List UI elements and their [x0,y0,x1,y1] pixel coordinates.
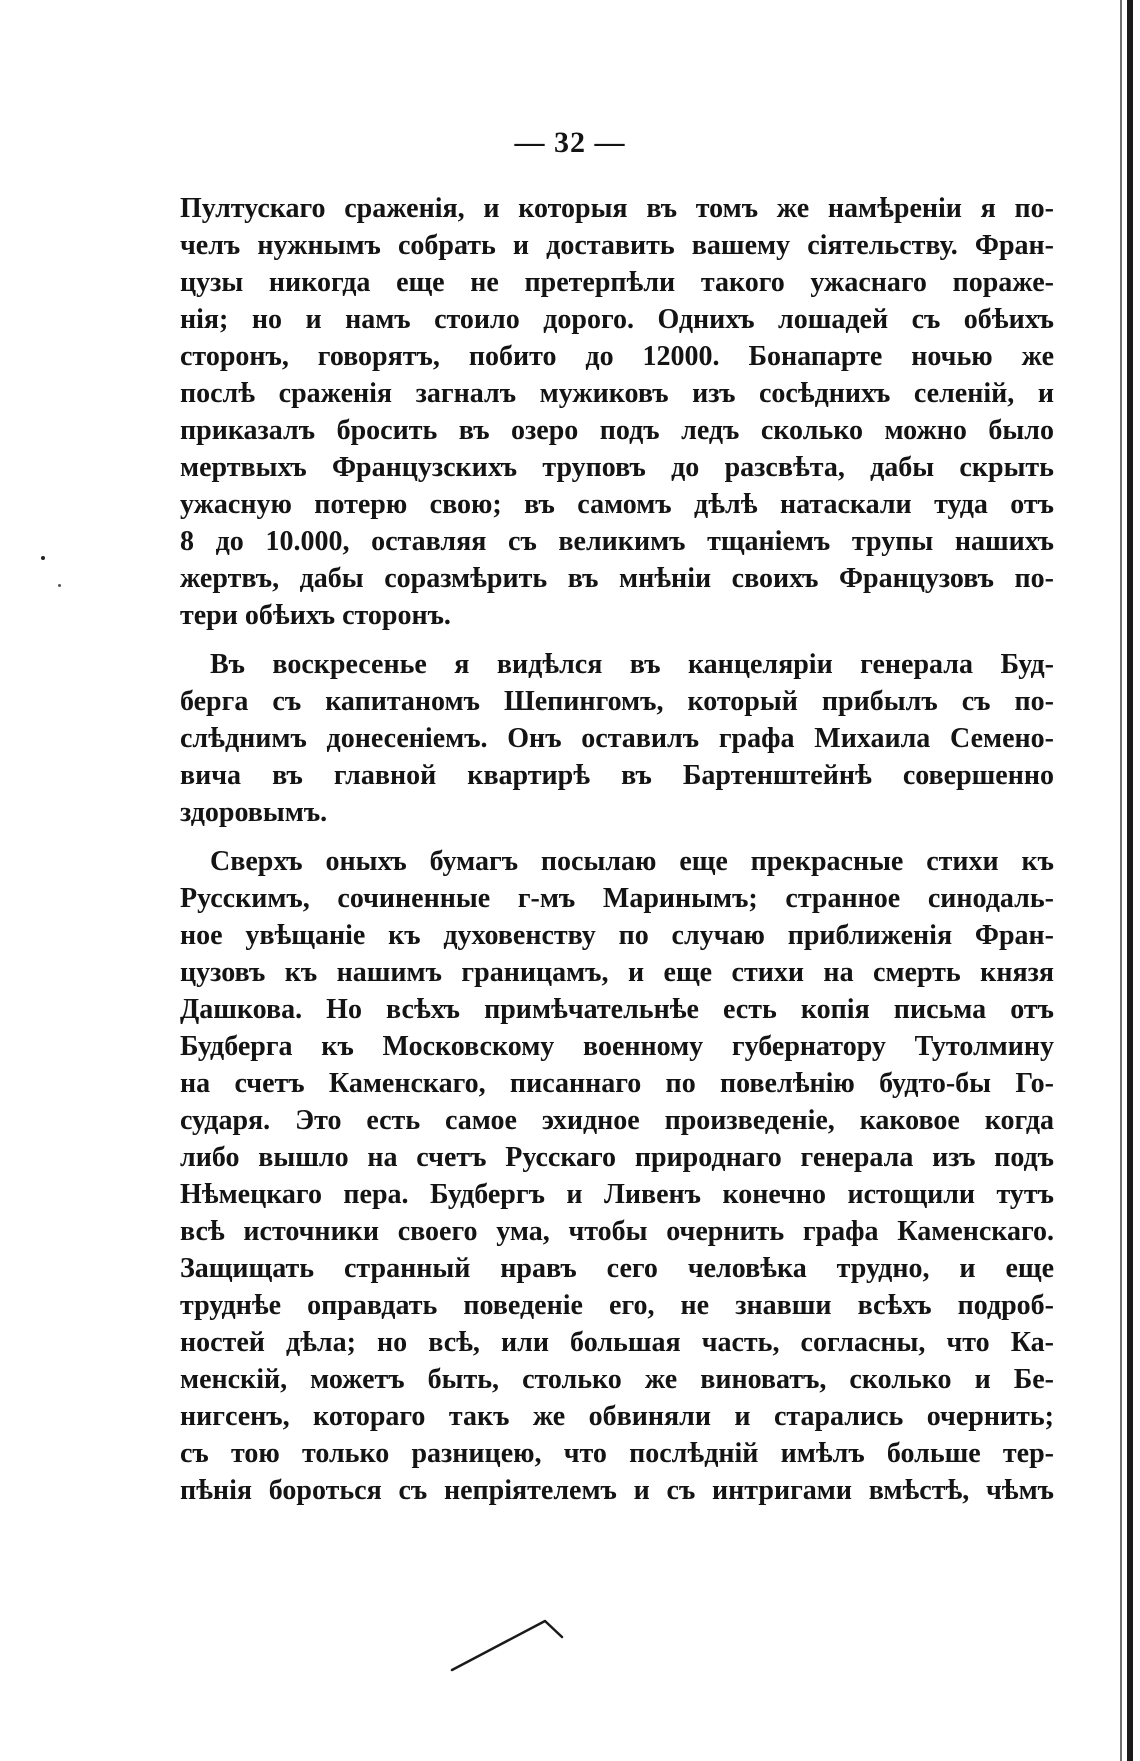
text-line: Въ воскресенье я видѣлся въ канцеляріи генерала Буд- [210,649,1054,680]
text-line: Дашкова. Но всѣхъ примѣчательнѣе есть копія письма отъ [180,994,1054,1025]
text-line: всѣ источники своего ума, чтобы очернить графа Каменскаго. [180,1216,1054,1247]
text-line: вича въ главной квартирѣ въ Бартенштейнѣ совершенно [180,760,1054,791]
text-line: Будберга къ Московскому военному губернатору Тутолмину [180,1031,1054,1062]
page-number: — 32 — [514,126,626,159]
text-line: Русскимъ, сочиненные г-мъ Маринымъ; странное синодаль- [180,883,1054,914]
body-text [180,190,1054,1521]
text-line: Защищать странный нравъ сего человѣка трудно, и еще [180,1253,1054,1284]
text-line: сударя. Это есть самое эхидное произведеніе, каковое когда [180,1105,1054,1136]
text-line: Сверхъ оныхъ бумагъ посылаю еще прекрасные стихи къ [210,846,1054,877]
text-line: на счетъ Каменскаго, писаннаго по повелѣнію будто-бы Го- [180,1068,1054,1099]
text-line: нія; но и намъ стоило дорого. Однихъ лошадей съ обѣихъ [180,304,1054,335]
paragraph-1 [180,190,1054,634]
text-line: слѣднимъ донесеніемъ. Онъ оставилъ графа Михаила Семено- [180,723,1054,754]
stray-ink-dot [41,556,45,560]
text-line: нигсенъ, котораго такъ же обвиняли и старались очернить; [180,1401,1054,1432]
page-edge-shadow [1127,0,1133,1761]
text-line: пѣнія бороться съ непріятелемъ и съ интригами вмѣстѣ, чѣмъ [180,1475,1054,1506]
text-line: челъ нужнымъ собрать и доставить вашему сіятельству. Фран- [180,230,1054,261]
text-line: цузовъ къ нашимъ границамъ, и еще стихи на смерть князя [180,957,1054,988]
pen-stroke-mark [450,1615,570,1675]
stray-ink-dot [58,584,61,587]
paragraph-3 [180,843,1054,1509]
text-line: ностей дѣла; но всѣ, или большая часть, согласны, что Ка- [180,1327,1054,1358]
text-line: послѣ сраженія загналъ мужиковъ изъ сосѣднихъ селеній, и [180,378,1054,409]
text-line: тери обѣихъ сторонъ. [180,600,451,631]
text-line: цузы никогда еще не претерпѣли такого ужаснаго пораже- [180,267,1054,298]
text-line: съ тою только разницею, что послѣдній имѣлъ больше тер- [180,1438,1054,1469]
text-line: труднѣе оправдать поведеніе его, не знавши всѣхъ подроб- [180,1290,1054,1321]
text-line: либо вышло на счетъ Русскаго природнаго генерала изъ подъ [180,1142,1054,1173]
text-line: Пултускаго сраженія, и которыя въ томъ же намѣреніи я по- [180,193,1054,224]
paragraph-2 [180,646,1054,831]
text-line: приказалъ бросить въ озеро подъ ледъ сколько можно было [180,415,1054,446]
text-line: 8 до 10.000, оставляя съ великимъ тщаніемъ трупы нашихъ [180,526,1054,557]
text-line: Нѣмецкаго пера. Будбергъ и Ливенъ конечно истощили тутъ [180,1179,1054,1210]
text-line: сторонъ, говорятъ, побито до 12000. Бонапарте ночью же [180,341,1054,372]
page-edge-line [1120,0,1122,1761]
text-line: берга съ капитаномъ Шепингомъ, который прибылъ съ по- [180,686,1054,717]
text-line: менскій, можетъ быть, столько же виноватъ, сколько и Бе- [180,1364,1054,1395]
text-line: ужасную потерю свою; въ самомъ дѣлѣ натаскали туда отъ [180,489,1054,520]
text-line: ное увѣщаніе къ духовенству по случаю приближенія Фран- [180,920,1054,951]
text-line: мертвыхъ Французскихъ труповъ до разсвѣта, дабы скрыть [180,452,1054,483]
text-line: здоровымъ. [180,797,328,828]
text-line: жертвъ, дабы соразмѣрить въ мнѣніи своихъ Французовъ по- [180,563,1054,594]
